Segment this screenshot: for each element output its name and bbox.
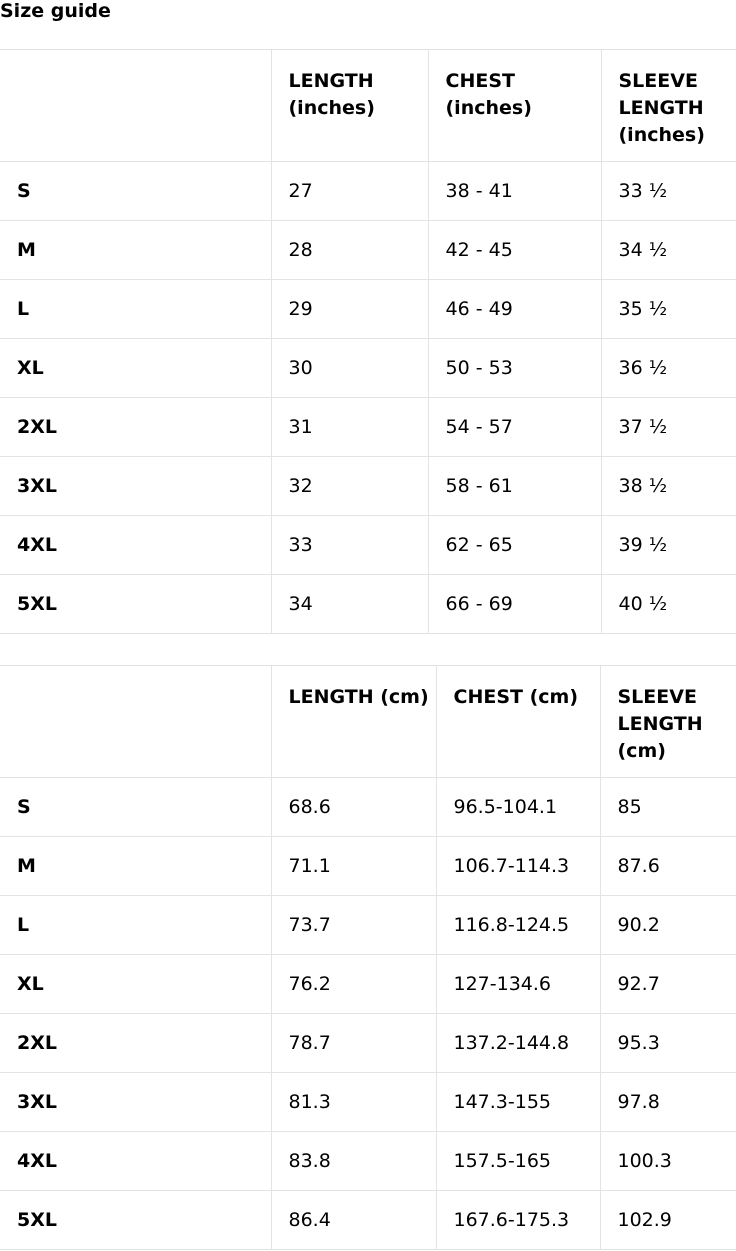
sleeve-cell: 100.3 — [600, 1132, 736, 1191]
chest-cell: 50 - 53 — [428, 339, 601, 398]
sleeve-cell: 37 ½ — [601, 398, 736, 457]
header-sleeve-length: SLEEVE LENGTH (cm) — [600, 666, 736, 778]
length-cell: 34 — [271, 575, 428, 634]
length-cell: 29 — [271, 280, 428, 339]
header-size — [0, 666, 271, 778]
table-row — [0, 339, 736, 398]
sleeve-cell: 85 — [600, 778, 736, 837]
chest-cell: 62 - 65 — [428, 516, 601, 575]
table-header-row — [0, 666, 736, 778]
header-length: LENGTH (cm) — [271, 666, 436, 778]
table-row — [0, 162, 736, 221]
sleeve-cell: 97.8 — [600, 1073, 736, 1132]
size-table-inches — [0, 49, 736, 634]
table-row — [0, 778, 736, 837]
table-row — [0, 1073, 736, 1132]
sleeve-cell: 92.7 — [600, 955, 736, 1014]
size-cell: M — [0, 221, 271, 280]
sleeve-cell: 95.3 — [600, 1014, 736, 1073]
size-cell: 4XL — [0, 1132, 271, 1191]
table-row — [0, 1132, 736, 1191]
size-cell: L — [0, 280, 271, 339]
sleeve-cell: 38 ½ — [601, 457, 736, 516]
length-cell: 33 — [271, 516, 428, 575]
table-header-row — [0, 50, 736, 162]
chest-cell: 127-134.6 — [436, 955, 600, 1014]
chest-cell: 66 - 69 — [428, 575, 601, 634]
chest-cell: 137.2-144.8 — [436, 1014, 600, 1073]
table-row — [0, 280, 736, 339]
sleeve-cell: 87.6 — [600, 837, 736, 896]
header-chest: CHEST (inches) — [428, 50, 601, 162]
sleeve-cell: 39 ½ — [601, 516, 736, 575]
table-row — [0, 398, 736, 457]
size-table-cm — [0, 665, 736, 1250]
chest-cell: 42 - 45 — [428, 221, 601, 280]
header-sleeve-length: SLEEVE LENGTH (inches) — [601, 50, 736, 162]
table-row — [0, 1014, 736, 1073]
sleeve-cell: 102.9 — [600, 1191, 736, 1250]
table-row — [0, 575, 736, 634]
sleeve-cell: 90.2 — [600, 896, 736, 955]
table-row — [0, 221, 736, 280]
size-cell: 5XL — [0, 575, 271, 634]
table-row — [0, 837, 736, 896]
size-cell: 4XL — [0, 516, 271, 575]
length-cell: 71.1 — [271, 837, 436, 896]
chest-cell: 38 - 41 — [428, 162, 601, 221]
length-cell: 86.4 — [271, 1191, 436, 1250]
size-cell: 3XL — [0, 1073, 271, 1132]
chest-cell: 54 - 57 — [428, 398, 601, 457]
sleeve-cell: 33 ½ — [601, 162, 736, 221]
chest-cell: 157.5-165 — [436, 1132, 600, 1191]
size-cell: 2XL — [0, 398, 271, 457]
table-row — [0, 955, 736, 1014]
size-cell: XL — [0, 339, 271, 398]
table-row — [0, 1191, 736, 1250]
chest-cell: 167.6-175.3 — [436, 1191, 600, 1250]
header-chest: CHEST (cm) — [436, 666, 600, 778]
length-cell: 30 — [271, 339, 428, 398]
table-row — [0, 896, 736, 955]
length-cell: 31 — [271, 398, 428, 457]
chest-cell: 116.8-124.5 — [436, 896, 600, 955]
length-cell: 28 — [271, 221, 428, 280]
table-row — [0, 457, 736, 516]
sleeve-cell: 35 ½ — [601, 280, 736, 339]
length-cell: 76.2 — [271, 955, 436, 1014]
size-cell: 3XL — [0, 457, 271, 516]
length-cell: 73.7 — [271, 896, 436, 955]
size-cell: L — [0, 896, 271, 955]
sleeve-cell: 40 ½ — [601, 575, 736, 634]
length-cell: 78.7 — [271, 1014, 436, 1073]
table-row — [0, 516, 736, 575]
size-cell: 5XL — [0, 1191, 271, 1250]
length-cell: 68.6 — [271, 778, 436, 837]
chest-cell: 96.5-104.1 — [436, 778, 600, 837]
chest-cell: 106.7-114.3 — [436, 837, 600, 896]
size-cell: S — [0, 162, 271, 221]
header-size — [0, 50, 271, 162]
sleeve-cell: 36 ½ — [601, 339, 736, 398]
length-cell: 83.8 — [271, 1132, 436, 1191]
length-cell: 32 — [271, 457, 428, 516]
size-cell: M — [0, 837, 271, 896]
length-cell: 81.3 — [271, 1073, 436, 1132]
size-cell: XL — [0, 955, 271, 1014]
sleeve-cell: 34 ½ — [601, 221, 736, 280]
length-cell: 27 — [271, 162, 428, 221]
chest-cell: 46 - 49 — [428, 280, 601, 339]
size-cell: 2XL — [0, 1014, 271, 1073]
header-length: LENGTH (inches) — [271, 50, 428, 162]
size-cell: S — [0, 778, 271, 837]
page-title: Size guide — [0, 0, 111, 22]
chest-cell: 58 - 61 — [428, 457, 601, 516]
chest-cell: 147.3-155 — [436, 1073, 600, 1132]
